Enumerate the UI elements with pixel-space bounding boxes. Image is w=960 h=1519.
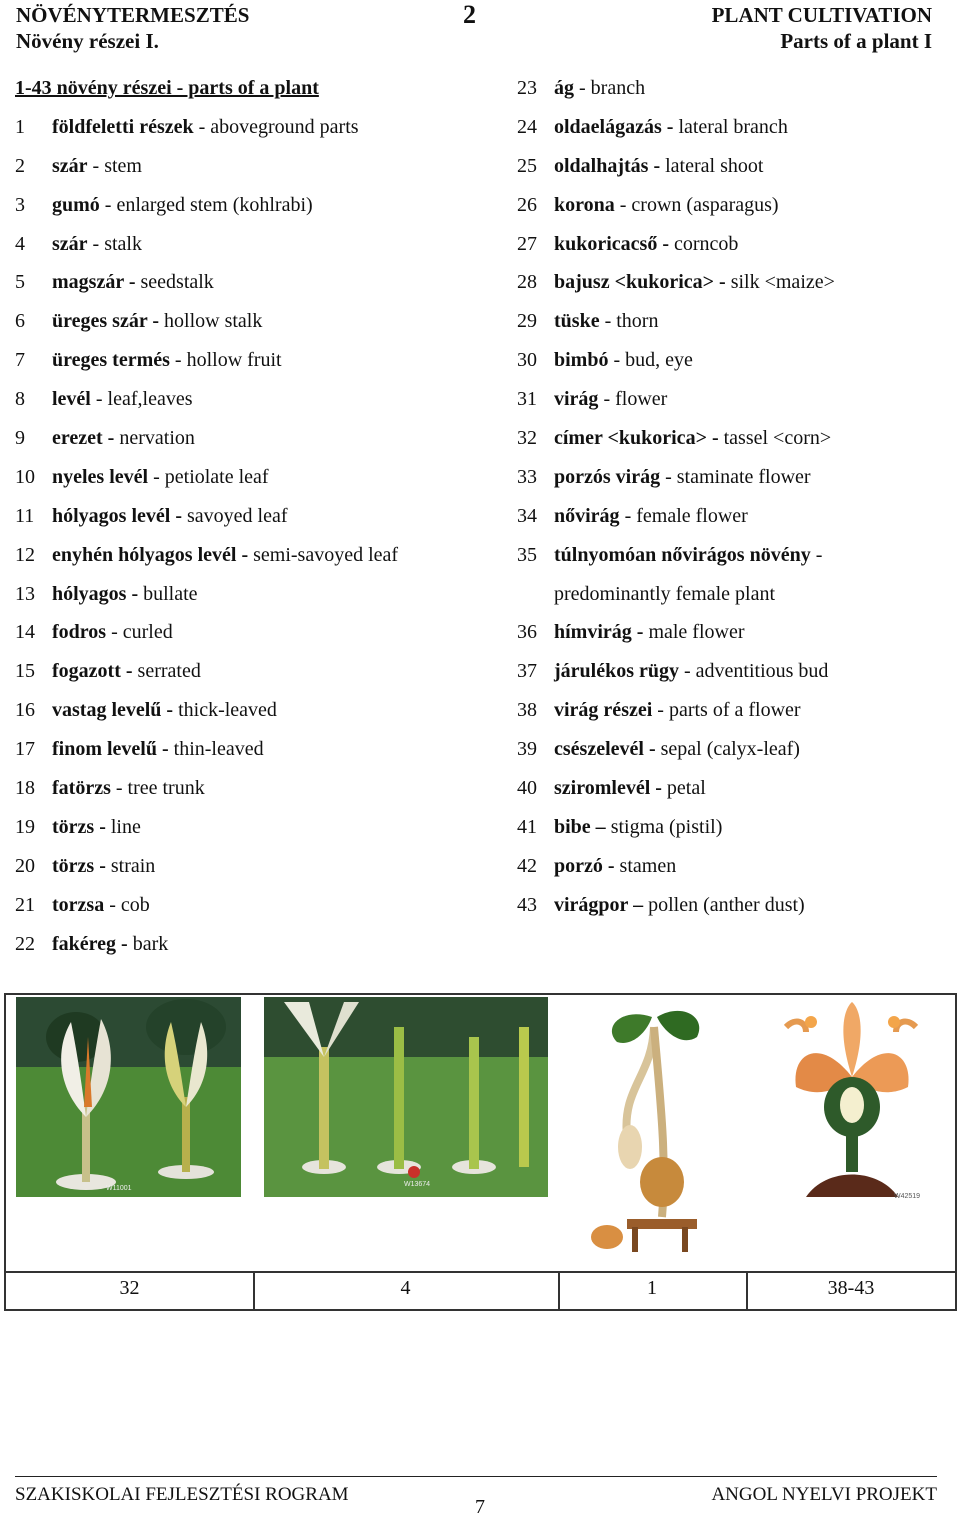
entry-english-term: line [105, 815, 141, 838]
header-right [712, 2, 932, 54]
entry-english-term: - bud, eye [608, 349, 693, 372]
vocab-entry [15, 419, 495, 458]
entry-number: 37 [517, 660, 537, 683]
entry-english-term: bark [127, 932, 169, 955]
entry-english-term: - branch [574, 76, 646, 99]
vocab-entry [15, 536, 495, 575]
vocab-heading: 1-43 növény részei - parts of a plant [15, 76, 319, 99]
entry-english-term: - enlarged stem (kohlrabi) [99, 193, 313, 216]
photo-seedling-model [582, 997, 732, 1263]
entry-hungarian-term: tüske [554, 310, 600, 333]
vocab-entry [517, 886, 947, 925]
photo-table [4, 993, 957, 1311]
entry-english-term: stigma (pistil) [605, 815, 723, 838]
photo-2-label: W13674 [404, 1181, 431, 1188]
entry-hungarian-term: fakéreg - [52, 932, 128, 955]
vocab-entry [517, 497, 947, 536]
vocab-entry [517, 419, 947, 458]
entry-number: 29 [517, 310, 537, 333]
entry-hungarian-term: hímvirág - [554, 621, 644, 644]
entry-number: 13 [15, 582, 35, 605]
entry-number: 32 [517, 426, 537, 449]
photo-flower-section-model-image [766, 997, 938, 1207]
entry-hungarian-term: oldalhajtás - [554, 154, 661, 177]
entry-number: 31 [517, 388, 537, 411]
entry-hungarian-term: sziromlevél - [554, 776, 662, 799]
vocab-entry [517, 380, 947, 419]
entry-number: 20 [15, 854, 35, 877]
entry-number: 18 [15, 776, 35, 799]
entry-hungarian-term: virág [554, 388, 599, 411]
header-left [16, 2, 249, 54]
entry-english-term: hollow stalk [159, 310, 263, 333]
entry-english-term: - cob [104, 893, 150, 916]
vocab-entry [15, 302, 495, 341]
entry-hungarian-term: bajusz <kukorica> - [554, 271, 726, 294]
vocab-entry [517, 691, 947, 730]
entry-hungarian-term: hólyagos levél - [52, 504, 182, 527]
vocab-entry [15, 652, 495, 691]
vocab-entry [517, 341, 947, 380]
entry-english-term: - [810, 543, 823, 566]
entry-english-term: - adventitious bud [679, 660, 829, 683]
entry-hungarian-term: fatörzs [52, 776, 111, 799]
entry-number: 19 [15, 815, 35, 838]
entry-hungarian-term: üreges szár - [52, 310, 160, 333]
photo-4-label: W42519 [894, 1193, 921, 1200]
photo-stalk-models-image [264, 997, 548, 1197]
entry-hungarian-term: bimbó [554, 349, 609, 372]
entry-hungarian-term: törzs - [52, 854, 106, 877]
entry-hungarian-term: enyhén hólyagos levél - [52, 543, 249, 566]
header-topic-en: Parts of a plant I [780, 29, 932, 53]
entry-number: 9 [15, 426, 25, 449]
vocab-entry [15, 769, 495, 808]
entry-english-term: - female flower [619, 504, 748, 527]
entry-number: 35 [517, 543, 537, 566]
entry-number: 4 [15, 232, 25, 255]
entry-english-term: - parts of a flower [652, 699, 801, 722]
vocab-entry [517, 225, 947, 264]
entry-number: 21 [15, 893, 35, 916]
entry-number: 39 [517, 738, 537, 761]
entry-english-term: lateral branch [673, 115, 788, 138]
entry-number: 1 [15, 115, 25, 138]
entry-number: 12 [15, 543, 35, 566]
vocab-entry [517, 263, 947, 302]
entry-english-term: corncob [669, 232, 739, 255]
entry-hungarian-term: járulékos rügy [554, 660, 679, 683]
vocab-entry [517, 458, 947, 497]
entry-number: 6 [15, 310, 25, 333]
entry-number: 30 [517, 349, 537, 372]
entry-number: 40 [517, 776, 537, 799]
entry-english-term: silk <maize> [725, 271, 835, 294]
vocab-entry [517, 847, 947, 886]
header-topic-hu: Növény részei I. [16, 29, 159, 53]
vocab-entry [517, 186, 947, 225]
entry-number: 2 [15, 154, 25, 177]
photo-1-label: W11001 [106, 1185, 132, 1192]
entry-number: 14 [15, 621, 35, 644]
vocab-entry [15, 186, 495, 225]
photo-flower-models-image [16, 997, 241, 1197]
entry-hungarian-term: virágpor – [554, 893, 644, 916]
vocab-entry [517, 808, 947, 847]
entry-hungarian-term: ág [554, 76, 574, 99]
entry-hungarian-term: porzó - [554, 854, 615, 877]
entry-number: 27 [517, 232, 537, 255]
entry-hungarian-term: korona [554, 193, 615, 216]
entry-hungarian-term: vastag levelű - [52, 699, 174, 722]
photo-stalk-models [264, 997, 548, 1197]
photo-row [6, 995, 955, 1273]
entry-english-term: - curled [106, 621, 173, 644]
photo-flower-models [16, 997, 241, 1197]
entry-hungarian-term: címer <kukorica> - [554, 426, 719, 449]
entry-number: 23 [517, 76, 537, 99]
entry-number: 41 [517, 815, 537, 838]
vocab-entry [517, 769, 947, 808]
caption-1: 32 [119, 1277, 140, 1299]
vocab-entry [517, 652, 947, 691]
vocab-column-left [15, 69, 495, 963]
entry-hungarian-term: túlnyomóan nővirágos növény [554, 543, 811, 566]
entry-english-term: nervation [114, 426, 195, 449]
vocab-entry [517, 147, 947, 186]
entry-number: 26 [517, 193, 537, 216]
vocab-entry [15, 225, 495, 264]
vocab-entry [15, 613, 495, 652]
entry-english-term: thick-leaved [173, 699, 277, 722]
entry-english-term: tassel <corn> [718, 426, 832, 449]
entry-hungarian-term: gumó [52, 193, 100, 216]
entry-hungarian-term: fogazott - [52, 660, 133, 683]
entry-english-term: - crown (asparagus) [614, 193, 779, 216]
entry-english-term: serrated [132, 660, 201, 683]
footer-right: ANGOL NYELVI PROJEKT [711, 1484, 937, 1505]
entry-english-term: seedstalk [135, 271, 214, 294]
entry-number: 38 [517, 699, 537, 722]
entry-hungarian-term: bibe – [554, 815, 606, 838]
caption-3: 1 [647, 1277, 657, 1299]
caption-2: 4 [400, 1277, 411, 1299]
entry-hungarian-term: csészelevél - [554, 738, 656, 761]
entry-hungarian-term: finom levelű - [52, 738, 169, 761]
entry-english-term: predominantly female plant [554, 582, 776, 605]
entry-number: 43 [517, 893, 537, 916]
vocab-entry [517, 730, 947, 769]
entry-number: 28 [517, 271, 537, 294]
entry-number: 15 [15, 660, 35, 683]
entry-number: 22 [15, 932, 35, 955]
entry-english-term: thin-leaved [168, 738, 264, 761]
footer-rule [15, 1476, 937, 1477]
entry-english-term: sepal (calyx-leaf) [655, 738, 800, 761]
entry-hungarian-term: fodros [52, 621, 107, 644]
entry-number: 25 [517, 154, 537, 177]
entry-english-term: strain [105, 854, 156, 877]
vocab-entry [517, 536, 947, 575]
entry-english-term: - leaf,leaves [90, 388, 193, 411]
vocab-column-right [517, 69, 947, 925]
entry-number: 7 [15, 349, 25, 372]
caption-4: 38-43 [827, 1277, 875, 1299]
entry-hungarian-term: hólyagos - [52, 582, 139, 605]
entry-number: 10 [15, 465, 35, 488]
vocab-entry [15, 925, 495, 964]
entry-english-term: - hollow fruit [169, 349, 282, 372]
vocab-entry [517, 108, 947, 147]
entry-number: 3 [15, 193, 25, 216]
entry-hungarian-term: virág részei [554, 699, 653, 722]
entry-number: 42 [517, 854, 537, 877]
vocab-entry [15, 886, 495, 925]
vocab-entry [517, 69, 947, 108]
vocab-entry [15, 263, 495, 302]
vocab-entry [15, 147, 495, 186]
entry-english-term: petal [661, 776, 706, 799]
entry-english-term: lateral shoot [660, 154, 764, 177]
vocab-entry [15, 108, 495, 147]
header-number: 2 [463, 0, 476, 29]
entry-hungarian-term: nyeles levél [52, 465, 149, 488]
photo-flower-section-model [766, 997, 938, 1207]
entry-hungarian-term: magszár - [52, 271, 136, 294]
entry-hungarian-term: szár [52, 232, 88, 255]
header-subject-en: PLANT CULTIVATION [711, 3, 932, 27]
entry-number: 34 [517, 504, 537, 527]
entry-hungarian-term: erezet - [52, 426, 115, 449]
entry-hungarian-term: levél [52, 388, 91, 411]
entry-english-term: stamen [614, 854, 677, 877]
photo-seedling-model-image [582, 997, 732, 1263]
entry-english-term: - thorn [599, 310, 659, 333]
entry-hungarian-term: nővirág [554, 504, 620, 527]
vocab-entry [517, 302, 947, 341]
entry-english-term: bullate [138, 582, 198, 605]
entry-hungarian-term: üreges termés [52, 349, 170, 372]
entry-number: 33 [517, 465, 537, 488]
vocab-entry [517, 613, 947, 652]
entry-english-term: male flower [643, 621, 745, 644]
entry-english-term: - petiolate leaf [148, 465, 269, 488]
vocab-entry [15, 691, 495, 730]
vocab-entry [15, 380, 495, 419]
entry-hungarian-term: szár [52, 154, 88, 177]
entry-number: 17 [15, 738, 35, 761]
vocab-entry [15, 730, 495, 769]
entry-hungarian-term: torzsa [52, 893, 105, 916]
footer-left: SZAKISKOLAI FEJLESZTÉSI ROGRAM [15, 1484, 349, 1505]
entry-english-term: - tree trunk [110, 776, 205, 799]
entry-english-term: - aboveground parts [193, 115, 359, 138]
entry-english-term: semi-savoyed leaf [248, 543, 399, 566]
vocab-entry [15, 458, 495, 497]
entry-number: 8 [15, 388, 25, 411]
entry-number: 11 [15, 504, 35, 527]
entry-number: 24 [517, 115, 537, 138]
entry-hungarian-term: oldaelágazás - [554, 115, 674, 138]
entry-number: 5 [15, 271, 25, 294]
entry-english-term: - stem [87, 154, 142, 177]
page-number: 7 [475, 1496, 485, 1518]
header-subject-hu: NÖVÉNYTERMESZTÉS [16, 3, 250, 27]
entry-hungarian-term: kukoricacső - [554, 232, 669, 255]
entry-hungarian-term: földfeletti részek [52, 115, 194, 138]
vocab-entry [15, 847, 495, 886]
vocab-entry [15, 341, 495, 380]
entry-number: 36 [517, 621, 537, 644]
vocab-entry [15, 497, 495, 536]
entry-english-term: - stalk [87, 232, 142, 255]
entry-english-term: - flower [598, 388, 668, 411]
vocab-entry [15, 575, 495, 614]
entry-english-term: savoyed leaf [182, 504, 288, 527]
entry-english-term: - staminate flower [660, 465, 811, 488]
entry-english-term: pollen (anther dust) [643, 893, 805, 916]
entry-hungarian-term: törzs - [52, 815, 106, 838]
vocab-entry [517, 575, 947, 614]
entry-hungarian-term: porzós virág [554, 465, 661, 488]
entry-number: 16 [15, 699, 35, 722]
vocab-entry [15, 808, 495, 847]
